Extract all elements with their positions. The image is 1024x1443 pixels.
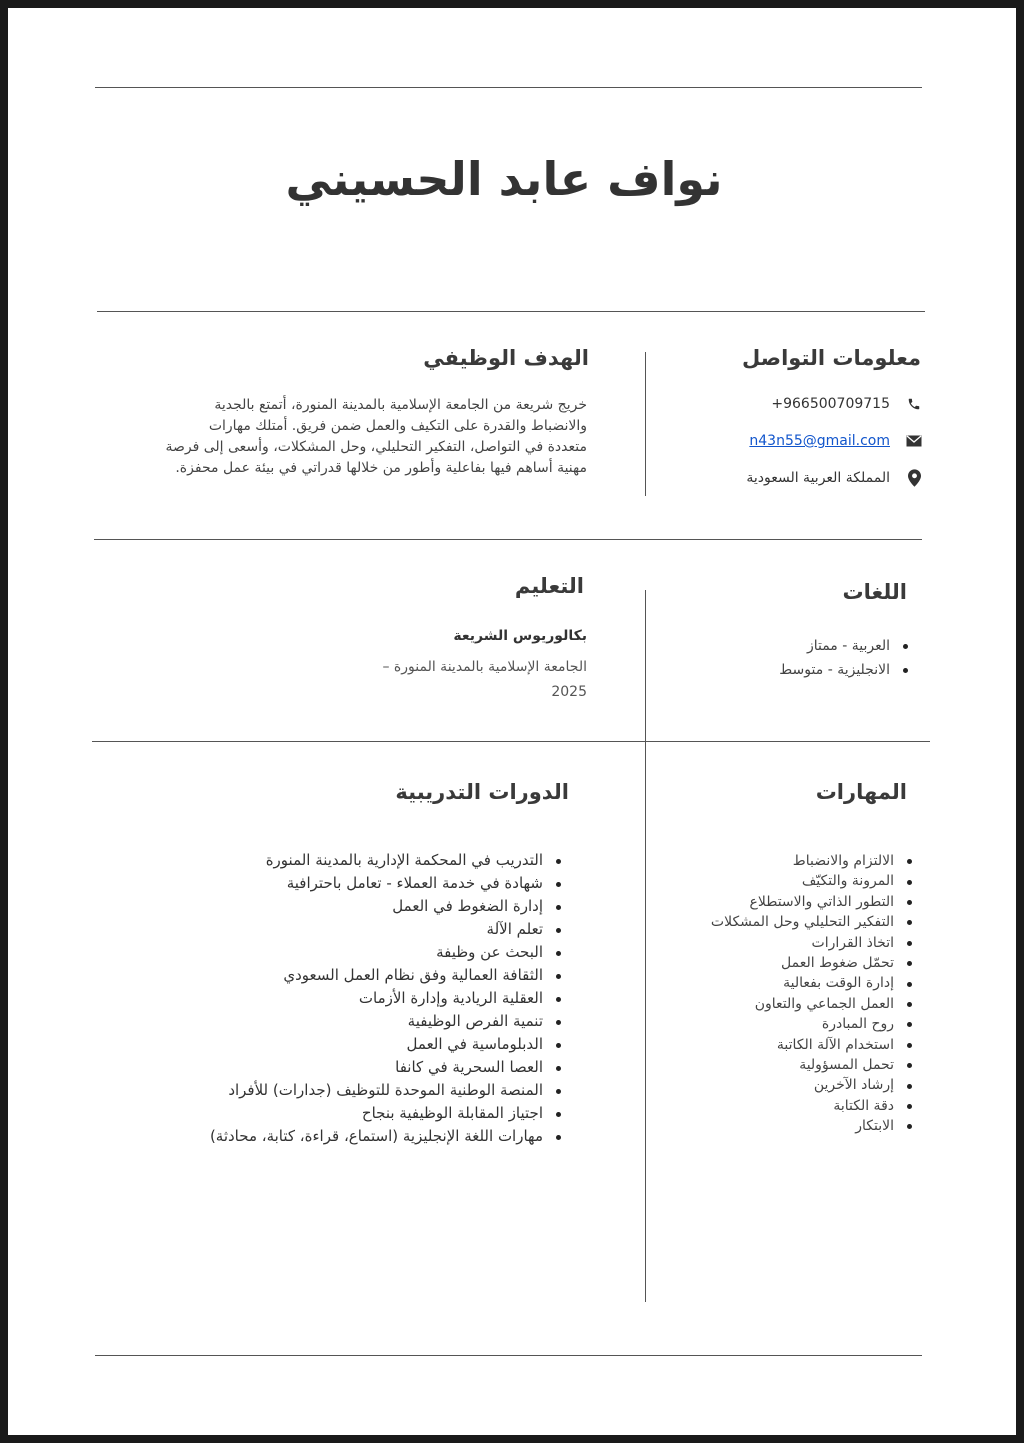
skill-item: العمل الجماعي والتعاون bbox=[711, 994, 894, 1014]
skill-item: الابتكار bbox=[711, 1116, 894, 1136]
skill-item: التفكير التحليلي وحل المشكلات bbox=[711, 912, 894, 932]
skill-item: إرشاد الآخرين bbox=[711, 1075, 894, 1095]
objective-line: خريج شريعة من الجامعة الإسلامية بالمدينة المنورة، أتمتع بالجدية bbox=[214, 397, 587, 413]
divider-bottom bbox=[95, 1355, 922, 1356]
location-text: المملكة العربية السعودية bbox=[746, 470, 890, 486]
contact-phone-row bbox=[771, 396, 924, 412]
objective-line: مهنية أساهم فيها بفاعلية وأطور من خلالها قدراتي في بيئة عمل محفزة. bbox=[175, 460, 587, 476]
skill-item: روح المبادرة bbox=[711, 1014, 894, 1034]
skill-item: دقة الكتابة bbox=[711, 1096, 894, 1116]
skill-item: اتخاذ القرارات bbox=[711, 933, 894, 953]
divider-below-education bbox=[92, 741, 930, 742]
skill-item: تحمّل ضغوط العمل bbox=[711, 953, 894, 973]
skill-item: استخدام الآلة الكاتبة bbox=[711, 1035, 894, 1055]
candidate-name: نواف عابد الحسيني bbox=[285, 152, 723, 206]
course-item: إدارة الضغوط في العمل bbox=[210, 895, 543, 918]
contact-location-row bbox=[746, 469, 924, 487]
course-item: تنمية الفرص الوظيفية bbox=[210, 1010, 543, 1033]
objective-line: والانضباط والقدرة على التكيف والعمل ضمن فريق. أمتلك مهارات bbox=[208, 418, 587, 434]
course-item: الدبلوماسية في العمل bbox=[210, 1033, 543, 1056]
graduation-year: 2025 bbox=[551, 684, 587, 700]
course-item: المنصة الوطنية الموحدة للتوظيف (جدارات) للأفراد bbox=[210, 1079, 543, 1102]
phone-number: +966500709715 bbox=[771, 396, 890, 412]
column-divider-2 bbox=[645, 590, 646, 1302]
objective-title: الهدف الوظيفي bbox=[423, 346, 589, 370]
language-item: الانجليزية - متوسط bbox=[779, 658, 890, 682]
course-item: التدريب في المحكمة الإدارية بالمدينة المنورة bbox=[210, 849, 543, 872]
course-item: البحث عن وظيفة bbox=[210, 941, 543, 964]
resume-page bbox=[8, 8, 1016, 1435]
skills-title: المهارات bbox=[815, 780, 907, 804]
email-icon bbox=[904, 435, 924, 447]
contact-title: معلومات التواصل bbox=[742, 346, 921, 370]
skills-list bbox=[711, 851, 912, 1137]
contact-email-row bbox=[749, 433, 924, 449]
education-title: التعليم bbox=[514, 574, 584, 598]
university-name: الجامعة الإسلامية بالمدينة المنورة – bbox=[382, 659, 587, 675]
course-item: تعلم الآلة bbox=[210, 918, 543, 941]
languages-list bbox=[779, 634, 908, 682]
objective-text bbox=[147, 395, 587, 479]
course-item: مهارات اللغة الإنجليزية (استماع، قراءة، كتابة، محادثة) bbox=[210, 1125, 543, 1148]
divider-top bbox=[95, 87, 922, 88]
email-link[interactable]: n43n55@gmail.com bbox=[749, 433, 890, 449]
skill-item: التطور الذاتي والاستطلاع bbox=[711, 892, 894, 912]
skill-item: إدارة الوقت بفعالية bbox=[711, 973, 894, 993]
column-divider-1 bbox=[645, 352, 646, 496]
course-item: الثقافة العمالية وفق نظام العمل السعودي bbox=[210, 964, 543, 987]
objective-line: متعددة في التواصل، التفكير التحليلي، وحل المشكلات، وأسعى إلى فرصة bbox=[165, 439, 587, 455]
course-item: اجتياز المقابلة الوظيفية بنجاح bbox=[210, 1102, 543, 1125]
divider-below-name bbox=[97, 311, 925, 312]
phone-icon bbox=[904, 397, 924, 411]
skill-item: الالتزام والانضباط bbox=[711, 851, 894, 871]
divider-below-contact bbox=[94, 539, 922, 540]
skill-item: تحمل المسؤولية bbox=[711, 1055, 894, 1075]
skill-item: المرونة والتكيّف bbox=[711, 871, 894, 891]
language-item: العربية - ممتاز bbox=[779, 634, 890, 658]
degree-title: بكالوريوس الشريعة bbox=[453, 628, 587, 644]
course-item: العصا السحرية في كانفا bbox=[210, 1056, 543, 1079]
course-item: شهادة في خدمة العملاء - تعامل باحترافية bbox=[210, 872, 543, 895]
location-pin-icon bbox=[904, 469, 924, 487]
courses-title: الدورات التدريبية bbox=[395, 780, 569, 804]
course-item: العقلية الريادية وإدارة الأزمات bbox=[210, 987, 543, 1010]
languages-title: اللغات bbox=[842, 580, 907, 604]
courses-list bbox=[210, 849, 561, 1148]
